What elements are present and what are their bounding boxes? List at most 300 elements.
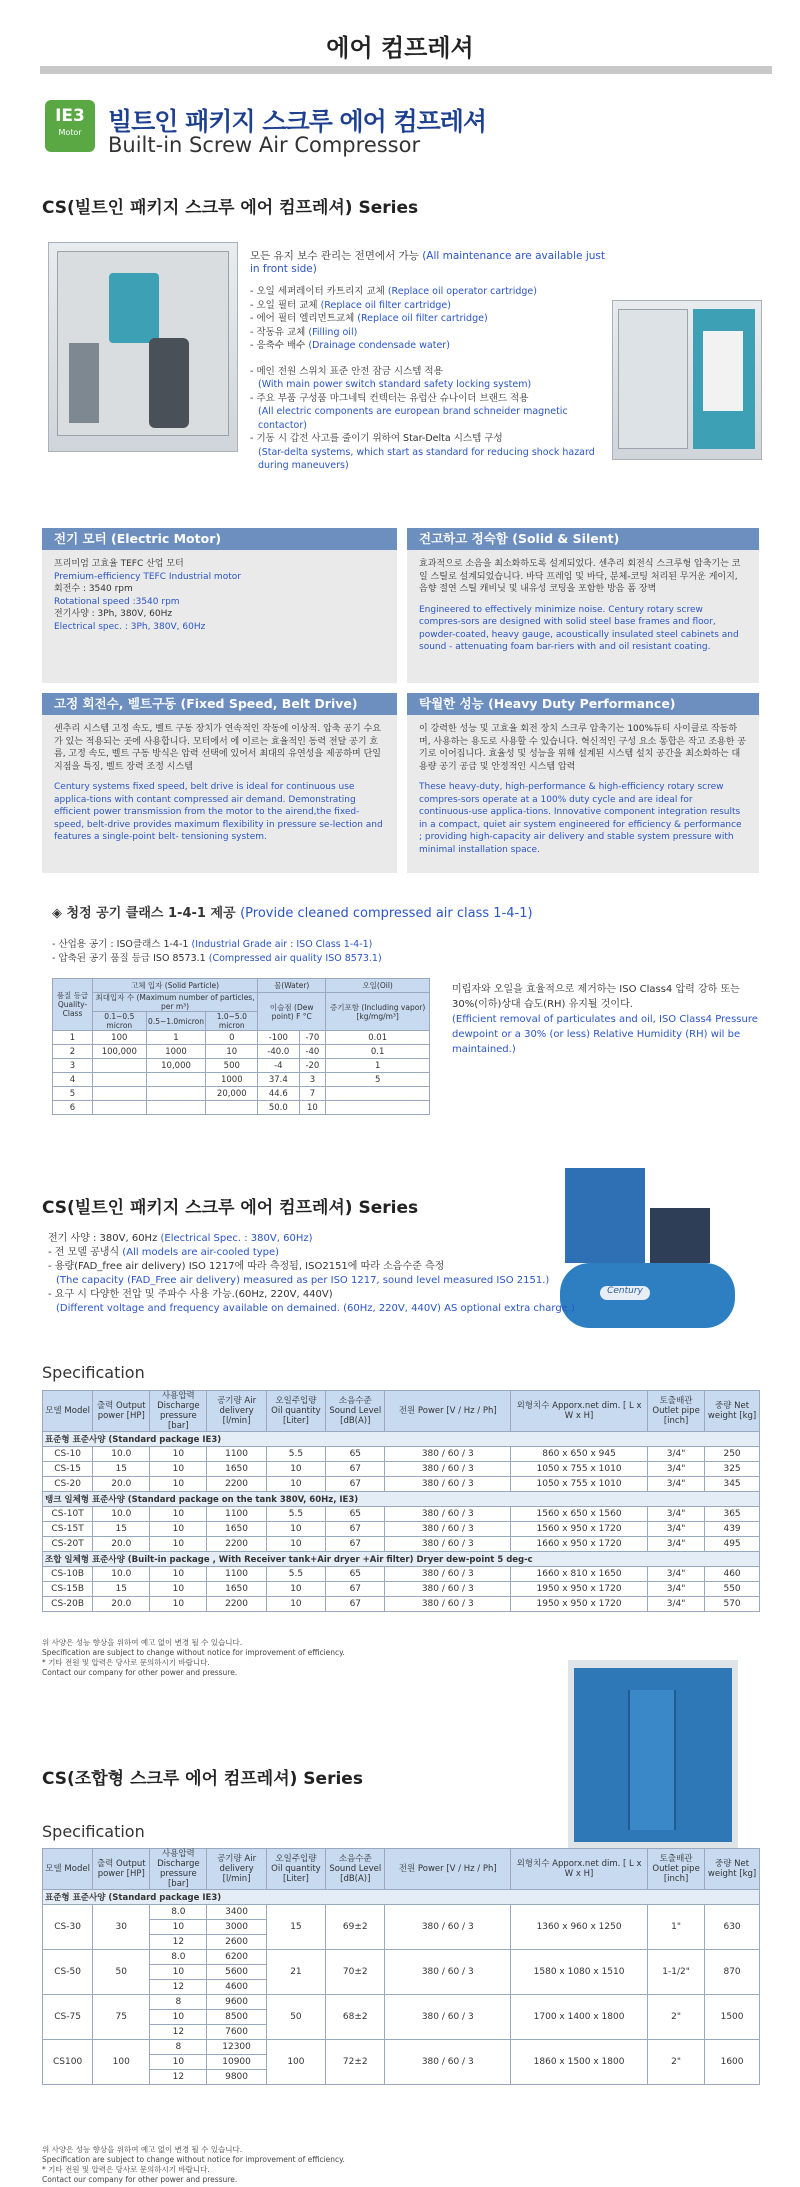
box-line: Premium-efficiency TEFC Industrial motor	[54, 571, 241, 582]
spec-cell: 380 / 60 / 3	[385, 1950, 511, 1995]
spec-cell: 20.0	[93, 1597, 150, 1612]
spec-cell: 10	[266, 1522, 325, 1537]
feature2-en: (Star-delta systems, which start as standard for reducing shock hazard during maneuvers)	[258, 446, 595, 471]
tank-compressor-image	[560, 1168, 740, 1348]
class-cell: 100,000	[93, 1045, 147, 1059]
spec-cell: 15	[93, 1522, 150, 1537]
class-cell	[93, 1101, 147, 1115]
spec-cell: 100	[93, 2040, 150, 2085]
th-dew: 이슬점 (Dew point) F °C	[258, 993, 326, 1031]
section1-title: CS(빌트인 패키지 스크루 에어 컴프레셔) Series	[42, 198, 419, 218]
spec-cell: 10.0	[93, 1447, 150, 1462]
spec-cell: 4600	[207, 1980, 266, 1995]
spec-cell: 2600	[207, 1935, 266, 1950]
spec-row	[43, 1995, 760, 2010]
class-cell: -20	[299, 1059, 326, 1073]
clean-line-ko: - 압축된 공기 품질 등급 ISO 8573.1	[52, 952, 206, 964]
spec-header: 모델 Model	[43, 1391, 93, 1432]
spec-cell: 380 / 60 / 3	[385, 1522, 511, 1537]
spec-cell: 1100	[207, 1567, 266, 1582]
features-list	[250, 285, 610, 353]
spec-cell: 7600	[207, 2025, 266, 2040]
spec-cell: 10	[150, 1582, 207, 1597]
th-solid: 고체 입자 (Solid Particle)	[93, 979, 258, 993]
spec-cell: 10	[266, 1462, 325, 1477]
th-c3: 1.0~5.0 micron	[206, 1012, 258, 1031]
spec-cell: 1"	[648, 1905, 705, 1950]
spec-header: 오일주입량 Oil quantity [Liter]	[266, 1849, 325, 1890]
spec-header: 중량 Net weight [kg]	[705, 1391, 760, 1432]
class-cell: 6	[53, 1101, 93, 1115]
spec-cell: 10	[150, 1462, 207, 1477]
ie3-motor-badge-icon	[45, 100, 95, 152]
spec-row	[43, 1905, 760, 1920]
spec2-ko: - 용량(FAD_free air delivery) ISO 1217에 따라 측정됨, ISO2151에 따라 소음수준 측정	[48, 1261, 445, 1272]
spec-cell: 67	[326, 1462, 385, 1477]
spec-header: 전원 Power [V / Hz / Ph]	[385, 1849, 511, 1890]
spec-cell: 69±2	[326, 1905, 385, 1950]
spec-cell: 345	[705, 1477, 760, 1492]
spec-cell: 10	[150, 1567, 207, 1582]
class-cell	[146, 1073, 206, 1087]
class-cell: -70	[299, 1031, 326, 1045]
note-line: * 기타 전원 및 압력은 당사로 문의하시기 바랍니다.	[42, 1658, 210, 1667]
box-line: Electrical spec. : 3Ph, 380V, 60Hz	[54, 621, 206, 632]
page-title: 에어 컴프레셔	[326, 34, 474, 62]
feature-en: (Replace oil filter cartridge)	[357, 313, 488, 324]
spec-cell: 70±2	[326, 1950, 385, 1995]
feature-ko: - 응축수 배수	[250, 340, 306, 351]
box-text-en: Century systems fixed speed, belt drive is ideal for continuous use applica-tions with contant compressed air demand. Demonstrating efficient power transmission from the motor to the airend,the fixed-speed, belt-drive provides maximum flexibility in pressure se-lection and features a single-point belt- tensioning system.	[54, 782, 383, 842]
spec-row	[43, 1477, 760, 1492]
spec-header: 공기량 Air delivery [l/min]	[207, 1391, 266, 1432]
spec-cell: 20.0	[93, 1477, 150, 1492]
spec-cell: 10.0	[93, 1507, 150, 1522]
spec-cell: 10	[150, 2010, 207, 2025]
spec-cell: CS-75	[43, 1995, 93, 2040]
spec-cell: 325	[705, 1462, 760, 1477]
section3-title: CS(조합형 스크루 에어 컴프레셔) Series	[42, 1769, 363, 1789]
spec-cell: 8.0	[150, 1950, 207, 1965]
spec-cell: 10	[150, 1447, 207, 1462]
box-title: 전기 모터 (Electric Motor)	[42, 528, 397, 550]
spec-cell: 10	[266, 1597, 325, 1612]
spec-cell: CS-30	[43, 1905, 93, 1950]
spec-cell: 75	[93, 1995, 150, 2040]
spec-cell: 3/4"	[648, 1537, 705, 1552]
spec2-ko: - 전 모델 공냉식	[48, 1247, 120, 1258]
spec2-lines	[48, 1232, 575, 1316]
spec-cell: 3/4"	[648, 1477, 705, 1492]
spec-cell: 10900	[207, 2055, 266, 2070]
box-title: 견고하고 정숙함 (Solid & Silent)	[407, 528, 759, 550]
class-cell: 10	[206, 1045, 258, 1059]
feature-item	[250, 326, 610, 340]
spec-cell: 10	[150, 1965, 207, 1980]
spec-header: 외형치수 Apporx.net dim. [ L x W x H]	[511, 1391, 648, 1432]
feature-box-heavy-duty	[407, 693, 759, 873]
class-cell: 4	[53, 1073, 93, 1087]
box-line: 전기사양 : 3Ph, 380V, 60Hz	[54, 609, 173, 619]
spec-cell: 1950 x 950 x 1720	[511, 1597, 648, 1612]
th-grade: 품질 등급 Quality-Class	[53, 979, 93, 1031]
brand-title-en: Built-in Screw Air Compressor	[108, 133, 421, 157]
spec-group-label: 표준형 표준사양 (Standard package IE3)	[43, 1890, 760, 1905]
title-divider	[40, 66, 772, 74]
spec-row	[43, 1950, 760, 1965]
spec-header: 출력 Output power [HP]	[93, 1849, 150, 1890]
spec-cell: 2200	[207, 1537, 266, 1552]
spec-cell: CS-15T	[43, 1522, 93, 1537]
spec-cell: CS-20T	[43, 1537, 93, 1552]
th-oil-sub: 증기포함 (Including vapor) [kg/mg/m³]	[326, 993, 430, 1031]
spec-cell: 21	[266, 1950, 325, 1995]
box-line: 프리미엄 고효율 TEFC 산업 모터	[54, 559, 184, 569]
th-c1: 0.1~0.5 micron	[93, 1012, 147, 1031]
spec-cell: 50	[93, 1950, 150, 1995]
spec-cell: 12	[150, 1980, 207, 1995]
spec-cell: CS100	[43, 2040, 93, 2085]
spec2-en: (Electrical Spec. : 380V, 60Hz)	[160, 1233, 313, 1244]
spec-cell: 67	[326, 1597, 385, 1612]
spec-group-row	[43, 1890, 760, 1905]
spec-cell: 3/4"	[648, 1507, 705, 1522]
class-row	[53, 1073, 430, 1087]
spec-cell: 8.0	[150, 1905, 207, 1920]
spec-header: 소음수준 Sound Level [dB(A)]	[326, 1849, 385, 1890]
spec-cell: 10	[266, 1477, 325, 1492]
spec-cell: 495	[705, 1537, 760, 1552]
spec-cell: 380 / 60 / 3	[385, 1537, 511, 1552]
class-cell: -4	[258, 1059, 299, 1073]
th-c2: 0.5~1.0micron	[146, 1012, 206, 1031]
class-row	[53, 1101, 430, 1115]
spec-cell: 65	[326, 1507, 385, 1522]
feature-ko: - 에어 필터 엘리먼트교체	[250, 313, 355, 324]
box-text-en: These heavy-duty, high-performance & high-efficiency rotary screw compres-sors operate at a 100% duty cycle and are ideal for continuous-use applica-tions. Innovative component integration results in a compact, quiet air system engineered for efficiency & performance ; providing high-capacity air delivery and stable system pressure with minimal installation space.	[419, 782, 742, 855]
spec2-ko: 전기 사양 : 380V, 60Hz	[48, 1233, 158, 1244]
spec-cell: 380 / 60 / 3	[385, 1447, 511, 1462]
spec-cell: CS-10	[43, 1447, 93, 1462]
spec-cell: 8	[150, 2040, 207, 2055]
compressor-open-image	[48, 242, 238, 452]
note-line: Specification are subject to change without notice for improvement of efficiency.	[42, 2155, 345, 2164]
spec-cell: 365	[705, 1507, 760, 1522]
class-cell: 1000	[206, 1073, 258, 1087]
class-cell: 5	[326, 1073, 430, 1087]
box-body	[42, 715, 397, 852]
spec-cell: 67	[326, 1522, 385, 1537]
class-row	[53, 1059, 430, 1073]
spec-header: 중량 Net weight [kg]	[705, 1849, 760, 1890]
spec-row	[43, 2040, 760, 2055]
note-line: Contact our company for other power and pressure.	[42, 2175, 238, 2184]
class-cell	[326, 1101, 430, 1115]
class-cell: 3	[299, 1073, 326, 1087]
spec-cell: CS-10T	[43, 1507, 93, 1522]
spec-cell: 100	[266, 2040, 325, 2085]
feature-box-solid-silent	[407, 528, 759, 683]
clean-line-en: (Industrial Grade air : ISO Class 1-4-1)	[191, 939, 373, 950]
spec-cell: 1650	[207, 1462, 266, 1477]
spec-row	[43, 1462, 760, 1477]
class-row	[53, 1045, 430, 1059]
spec-cell: 1560 x 950 x 1720	[511, 1522, 648, 1537]
spec2-ko: - 요구 시 다양한 전압 및 주파수 사용 가능.(60Hz, 220V, 440V)	[48, 1289, 333, 1300]
class-cell	[146, 1101, 206, 1115]
spec-header: 소음수준 Sound Level [dB(A)]	[326, 1391, 385, 1432]
note-line: 위 사양은 성능 향상을 위하여 예고 없이 변경 될 수 있습니다.	[42, 2145, 243, 2154]
feature-box-motor	[42, 528, 397, 683]
class-cell: 37.4	[258, 1073, 299, 1087]
spec-cell: 10	[150, 1522, 207, 1537]
badge-big: IE3	[55, 106, 85, 126]
box-text-ko: 효과적으로 소음을 최소화하도록 설계되었다. 센추리 회전식 스크루형 압축기는 코일 스틸로 설계되었습니다. 바닥 프레임 및 바닥, 분체-코팅 처리된 무거운 게이지, 음향 절연 스틸 캐비닛 및 내유성 코팅을 포함한 방음 폼 장벽	[419, 559, 741, 594]
spec-cell: 9800	[207, 2070, 266, 2085]
class-cell: 500	[206, 1059, 258, 1073]
spec-cell: 380 / 60 / 3	[385, 1995, 511, 2040]
spec-cell: 380 / 60 / 3	[385, 1567, 511, 1582]
spec-header: 출력 Output power [HP]	[93, 1391, 150, 1432]
spec-label-2: Specification	[42, 1822, 145, 1841]
spec-header: 토출배관 Outlet pipe [inch]	[648, 1391, 705, 1432]
spec-cell: 460	[705, 1567, 760, 1582]
features-heading-ko: 모든 유지 보수 관리는 전면에서 가능	[250, 250, 419, 262]
class-cell: 5	[53, 1087, 93, 1101]
spec-group-row	[43, 1432, 760, 1447]
features-list-2	[250, 365, 610, 473]
spec-cell: 1500	[705, 1995, 760, 2040]
class-cell: 0.1	[326, 1045, 430, 1059]
spec-group-label: 조합 일체형 표준사양 (Built-in package , With Receiver tank+Air dryer +Air filter) Dryer dew-point 5 deg-c	[43, 1552, 760, 1567]
box-body	[42, 550, 397, 641]
feature-en: (Replace oil operator cartridge)	[387, 286, 537, 297]
feature-item	[250, 312, 610, 326]
spec-cell: 20.0	[93, 1537, 150, 1552]
box-line: 회전수 : 3540 rpm	[54, 584, 133, 594]
spec-cell: 10	[150, 1597, 207, 1612]
box-text-ko: 이 강력한 성능 및 고효율 회전 장치 스크루 압축기는 100%듀티 사이클로 작동하며, 사용하는 용도로 사용할 수 있습니다. 혁신적인 구성 요소 통합은 작고 조용한 공기로 이어집니다. 효율성 및 성능을 위해 설계된 시스템 설치 공간을 최소화하는 대용량 공기 공급 및 안정적인 시스템 압력	[419, 724, 746, 772]
spec-table-2	[42, 1848, 760, 2085]
spec2-en: (All models are air-cooled type)	[122, 1247, 280, 1258]
box-text-en: Engineered to effectively minimize noise. Century rotary screw compres-sors are designed with solid steel base frames and floor, powder-coated, heavy gauge, acoustically insulated steel cabinets and sound - attenuating foam bar-riers with and oil resistant coating.	[419, 604, 739, 652]
spec-cell: 1560 x 650 x 1560	[511, 1507, 648, 1522]
spec-cell: 250	[705, 1447, 760, 1462]
box-line: Rotational speed :3540 rpm	[54, 596, 180, 607]
spec-cell: 10	[150, 1920, 207, 1935]
spec-cell: 1650	[207, 1582, 266, 1597]
box-title: 탁월한 성능 (Heavy Duty Performance)	[407, 693, 759, 715]
clean-air-title-ko: ◈ 청정 공기 클래스 1-4-1 제공	[52, 906, 236, 921]
class-cell	[93, 1059, 147, 1073]
class-row	[53, 1031, 430, 1045]
spec-cell: 12	[150, 1935, 207, 1950]
spec-cell: 15	[266, 1905, 325, 1950]
note-line: 위 사양은 성능 향상을 위하여 예고 없이 변경 될 수 있습니다.	[42, 1638, 243, 1647]
spec-cell: 3/4"	[648, 1447, 705, 1462]
spec-cell: 2200	[207, 1597, 266, 1612]
features-block	[250, 248, 610, 473]
spec-cell: 1050 x 755 x 1010	[511, 1477, 648, 1492]
feature-ko: - 오일 세퍼레이터 카트리지 교체	[250, 286, 385, 297]
spec-header: 모델 Model	[43, 1849, 93, 1890]
spec-cell: 5.5	[266, 1447, 325, 1462]
class-cell: -40.0	[258, 1045, 299, 1059]
spec-cell: 1600	[705, 2040, 760, 2085]
spec-cell: 9600	[207, 1995, 266, 2010]
spec-row	[43, 1567, 760, 1582]
spec-cell: 3400	[207, 1905, 266, 1920]
spec-cell: 2"	[648, 1995, 705, 2040]
spec-cell: 65	[326, 1447, 385, 1462]
spec-cell: 380 / 60 / 3	[385, 1507, 511, 1522]
section2-title: CS(빌트인 패키지 스크루 에어 컴프레셔) Series	[42, 1198, 419, 1218]
machine-brand-label: Century	[600, 1286, 650, 1300]
feature-item	[250, 299, 610, 313]
spec-header: 전원 Power [V / Hz / Ph]	[385, 1391, 511, 1432]
spec-cell: 860 x 650 x 945	[511, 1447, 648, 1462]
class-cell: 2	[53, 1045, 93, 1059]
class-row	[53, 1087, 430, 1101]
spec-cell: 1700 x 1400 x 1800	[511, 1995, 648, 2040]
spec-cell: CS-20B	[43, 1597, 93, 1612]
clean-line-en: (Compressed air quality ISO 8573.1)	[208, 952, 382, 964]
spec-cell: 10	[150, 1477, 207, 1492]
spec-cell: 15	[93, 1582, 150, 1597]
spec-cell: 50	[266, 1995, 325, 2040]
class-cell: 1	[146, 1031, 206, 1045]
spec-cell: 5.5	[266, 1567, 325, 1582]
spec-group-row	[43, 1552, 760, 1567]
spec-cell: 12	[150, 2070, 207, 2085]
clean-line-ko: - 산업용 공기 : ISO클래스 1-4-1	[52, 939, 189, 950]
side-ko: 미립자와 오일을 효율적으로 제거하는 ISO Class4 압력 강하 또는 30%(이하)상대 습도(RH) 유지될 것이다.	[452, 984, 740, 1010]
spec-row	[43, 1447, 760, 1462]
spec-row	[43, 1522, 760, 1537]
clean-air-side-text	[452, 982, 762, 1057]
side-en: (Efficient removal of particulates and oil, ISO Class4 Pressure dewpoint or a 30% (or less) Relative Humidity (RH) wil be maintained.)	[452, 1014, 758, 1055]
box-body	[407, 715, 759, 864]
spec-group-row	[43, 1492, 760, 1507]
spec-cell: 15	[93, 1462, 150, 1477]
spec-cell: 68±2	[326, 1995, 385, 2040]
class-cell: -40	[299, 1045, 326, 1059]
class-cell: 10,000	[146, 1059, 206, 1073]
spec-header: 공기량 Air delivery [l/min]	[207, 1849, 266, 1890]
spec-cell: 570	[705, 1597, 760, 1612]
feature-ko: - 작동유 교체	[250, 326, 306, 338]
class-cell: 44.6	[258, 1087, 299, 1101]
spec-cell: CS-50	[43, 1950, 93, 1995]
feature-en: (Filling oil)	[308, 326, 358, 338]
badge-small: Motor	[58, 128, 82, 137]
th-water: 물(Water)	[258, 979, 326, 993]
spec-cell: 12	[150, 2025, 207, 2040]
spec-header: 사용압력 Discharge pressure [bar]	[150, 1391, 207, 1432]
spec-cell: 1860 x 1500 x 1800	[511, 2040, 648, 2085]
spec-cell: 3000	[207, 1920, 266, 1935]
notes-2	[42, 2145, 345, 2185]
clean-air-title	[52, 902, 533, 921]
class-cell	[146, 1087, 206, 1101]
spec-cell: 380 / 60 / 3	[385, 1582, 511, 1597]
spec-cell: 380 / 60 / 3	[385, 1477, 511, 1492]
class-cell	[93, 1073, 147, 1087]
spec-cell: 67	[326, 1477, 385, 1492]
box-text-ko: 센추리 시스템 고정 속도, 벨트 구동 장치가 연속적인 작동에 이상적. 압축 공기 수요가 있는 적용되는 곳에 사용합니다. 모터에서 에 이르는 효율적인 동력 전달 공기 흐름, 고정 속도, 벨트 구동 방식은 압력 선택에 있어서 최대의 유연성을 제공하며 단일 지점을 특징, 벨트 장력 조정 시스템	[54, 724, 381, 772]
spec-row	[43, 1597, 760, 1612]
spec-label-1: Specification	[42, 1363, 145, 1382]
spec-cell: 72±2	[326, 2040, 385, 2085]
spec-cell: 3/4"	[648, 1462, 705, 1477]
spec-header: 사용압력 Discharge pressure [bar]	[150, 1849, 207, 1890]
spec-header: 토출배관 Outlet pipe [inch]	[648, 1849, 705, 1890]
spec-cell: 3/4"	[648, 1582, 705, 1597]
spec-table-1	[42, 1390, 760, 1612]
spec-cell: 870	[705, 1950, 760, 1995]
spec-cell: 1950 x 950 x 1720	[511, 1582, 648, 1597]
spec-cell: 3/4"	[648, 1522, 705, 1537]
class-cell	[93, 1087, 147, 1101]
class-cell: 1	[53, 1031, 93, 1045]
spec-cell: CS-15	[43, 1462, 93, 1477]
spec-cell: 5600	[207, 1965, 266, 1980]
notes-1	[42, 1638, 345, 1678]
feature2-ko: - 주요 부품 구성품 마그네틱 컨텍터는 유럽산 슈나이더 브랜드 적용	[250, 392, 529, 404]
spec-cell: CS-10B	[43, 1567, 93, 1582]
spec-row	[43, 1537, 760, 1552]
spec-group-label: 탱크 일체형 표준사양 (Standard package on the tank 380V, 60Hz, IE3)	[43, 1492, 760, 1507]
spec-cell: 380 / 60 / 3	[385, 1597, 511, 1612]
spec-cell: 439	[705, 1522, 760, 1537]
th-oil: 오일(Oil)	[326, 979, 430, 993]
class-cell: 0	[206, 1031, 258, 1045]
spec-cell: 550	[705, 1582, 760, 1597]
spec-cell: 1100	[207, 1447, 266, 1462]
spec-cell: 1360 x 960 x 1250	[511, 1905, 648, 1950]
spec-cell: CS-20	[43, 1477, 93, 1492]
spec-cell: 380 / 60 / 3	[385, 1462, 511, 1477]
features-heading-en: (All maintenance are available just in front side)	[250, 250, 605, 275]
spec-cell: 1580 x 1080 x 1510	[511, 1950, 648, 1995]
spec-cell: 30	[93, 1905, 150, 1950]
class-cell: 3	[53, 1059, 93, 1073]
feature-box-fixed-speed	[42, 693, 397, 873]
spec-cell: 10	[266, 1537, 325, 1552]
feature-ko: - 오일 필터 교체	[250, 299, 318, 311]
feature-en: (Drainage condensade water)	[308, 340, 450, 351]
air-class-table	[52, 978, 430, 1115]
brand-title-ko: 빌트인 패키지 스크루 에어 컴프레셔	[108, 107, 487, 136]
note-line: Contact our company for other power and pressure.	[42, 1668, 238, 1677]
spec-cell: 3/4"	[648, 1597, 705, 1612]
spec2-en: (The capacity (FAD_Free air delivery) measured as per ISO 1217, sound level measured ISO 2151.)	[56, 1275, 550, 1286]
class-cell: 100	[93, 1031, 147, 1045]
spec-cell: 6200	[207, 1950, 266, 1965]
feature2-en: (With main power switch standard safety locking system)	[258, 379, 532, 390]
spec-cell: 380 / 60 / 3	[385, 2040, 511, 2085]
class-cell: 1	[326, 1059, 430, 1073]
class-cell	[206, 1101, 258, 1115]
feature2-ko: - 기동 시 갑전 사고를 줄이기 위하여 Star-Delta 시스템 구성	[250, 433, 503, 444]
feature2-ko: - 메인 전원 스위치 표준 안전 잠금 시스템 적용	[250, 365, 443, 377]
class-cell: 7	[299, 1087, 326, 1101]
spec-cell: 10	[150, 1507, 207, 1522]
spec-cell: 67	[326, 1537, 385, 1552]
spec-cell: 1660 x 950 x 1720	[511, 1537, 648, 1552]
class-cell	[326, 1087, 430, 1101]
class-cell: 1000	[146, 1045, 206, 1059]
